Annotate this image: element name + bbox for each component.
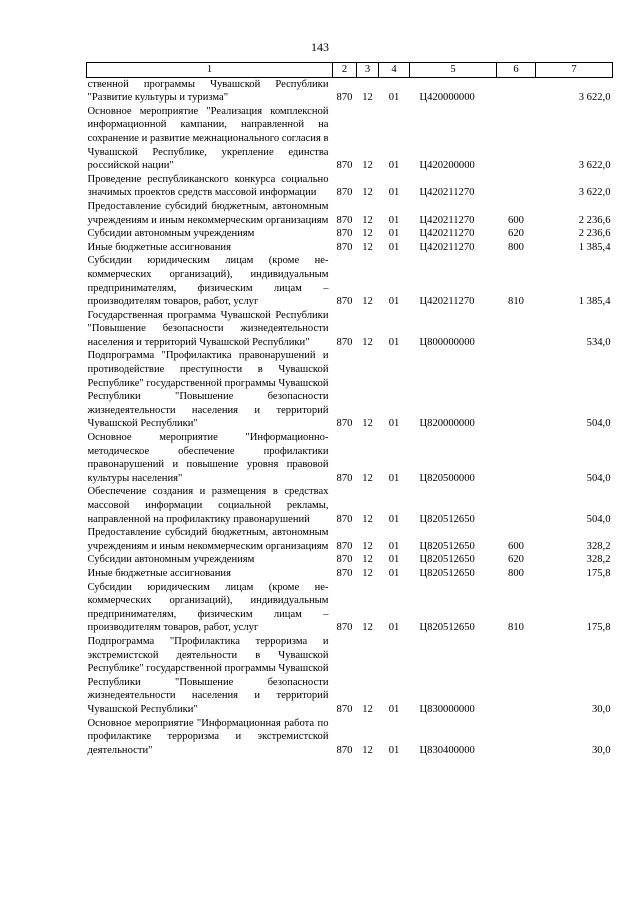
row-code-ministry: 870 <box>336 554 353 566</box>
row-code-ministry: 870 <box>336 228 353 240</box>
row-amount: 3 622,0 <box>578 160 611 172</box>
row-amount: 175,8 <box>586 567 611 579</box>
row-code-section: 12 <box>362 703 373 715</box>
row-amount: 328,2 <box>586 540 611 552</box>
table-row <box>87 105 613 173</box>
row-code-expense: 620 <box>508 554 524 566</box>
row-code-ministry: 870 <box>336 513 353 525</box>
table-body <box>87 77 613 757</box>
row-code-section: 12 <box>362 540 373 552</box>
row-amount: 328,2 <box>586 554 611 566</box>
row-code-ministry: 870 <box>336 336 353 348</box>
row-description: Предоставление субсидий бюджетным, автономным учреждениям и иным некоммерческим организациям <box>87 527 329 552</box>
row-code-section: 12 <box>362 744 373 756</box>
row-code-subsection: 01 <box>388 336 400 348</box>
table-row <box>87 77 613 105</box>
table-row <box>87 485 613 526</box>
row-amount: 3 622,0 <box>578 92 611 104</box>
row-code-target: Ц820512650 <box>419 554 475 566</box>
row-code-target: Ц820512650 <box>419 513 475 525</box>
row-code-ministry: 870 <box>336 540 353 552</box>
budget-table <box>86 62 613 757</box>
page-number: 143 <box>311 40 329 54</box>
header-col-1: 1 <box>87 63 333 78</box>
row-description: Субсидии автономным учреждениям <box>87 228 255 240</box>
row-code-ministry: 870 <box>336 160 353 172</box>
row-code-expense: 800 <box>508 241 524 253</box>
row-amount: 3 622,0 <box>578 187 611 199</box>
row-code-section: 12 <box>362 418 373 430</box>
row-code-expense <box>497 717 536 758</box>
row-code-section: 12 <box>362 336 373 348</box>
table-row <box>87 717 613 758</box>
row-code-subsection: 01 <box>388 296 400 308</box>
row-code-target: Ц820500000 <box>419 472 475 484</box>
row-code-expense <box>497 431 536 485</box>
table-row <box>87 227 613 241</box>
row-description: Основное мероприятие "Реализация комплексной информационной кампании, направленной на сохранение и развитие межнационального согласия в Чувашской Республике, укрепление единства российской нации" <box>87 105 329 172</box>
header-col-7: 7 <box>536 63 613 78</box>
header-col-2: 2 <box>333 63 357 78</box>
row-code-ministry: 870 <box>336 296 353 308</box>
row-code-target: Ц800000000 <box>419 336 475 348</box>
row-code-target: Ц820512650 <box>419 540 475 552</box>
row-amount: 534,0 <box>586 336 611 348</box>
row-code-subsection: 01 <box>388 160 400 172</box>
row-code-target: Ц420200000 <box>419 160 475 172</box>
row-description: Иные бюджетные ассигнования <box>87 241 231 253</box>
row-code-subsection: 01 <box>388 703 400 715</box>
row-description: Проведение республиканского конкурса социально значимых проектов средств массовой информации <box>87 173 329 199</box>
row-description: Государственная программа Чувашской Республики "Повышение безопасности жизнедеятельности населения и территорий Чувашской Республики" <box>87 309 329 348</box>
header-col-6: 6 <box>497 63 536 78</box>
row-amount: 175,8 <box>586 622 611 634</box>
row-amount: 2 236,6 <box>578 228 611 240</box>
row-amount: 30,0 <box>591 703 611 715</box>
row-description: Иные бюджетные ассигнования <box>87 567 231 579</box>
row-code-expense <box>497 485 536 526</box>
row-code-target: Ц820512650 <box>419 622 475 634</box>
table-row <box>87 581 613 635</box>
row-code-subsection: 01 <box>388 567 400 579</box>
row-code-expense <box>497 309 536 350</box>
table-row <box>87 635 613 717</box>
table-header <box>87 63 613 78</box>
row-amount: 1 385,4 <box>578 296 611 308</box>
table-row <box>87 349 613 431</box>
row-code-expense <box>497 173 536 200</box>
row-description: Субсидии юридическим лицам (кроме некоммерческих организаций), индивидуальным предпринимателям, физическим лицам – производителям товаров, работ, услуг <box>87 581 329 634</box>
row-code-section: 12 <box>362 241 373 253</box>
row-description: Предоставление субсидий бюджетным, автономным учреждениям и иным некоммерческим организациям <box>87 200 329 226</box>
row-code-expense <box>497 77 536 105</box>
row-code-subsection: 01 <box>388 241 400 253</box>
row-code-expense: 620 <box>508 228 524 240</box>
table-row <box>87 309 613 350</box>
row-code-subsection: 01 <box>388 540 400 552</box>
row-code-ministry: 870 <box>336 703 353 715</box>
row-code-ministry: 870 <box>336 567 353 579</box>
row-code-ministry: 870 <box>336 418 353 430</box>
row-amount: 504,0 <box>586 513 611 525</box>
row-code-ministry: 870 <box>336 472 353 484</box>
table-row <box>87 241 613 255</box>
row-description: Основное мероприятие "Информационно-методическое обеспечение профилактики правонарушений и повышение уровня правовой культуры населения" <box>87 432 329 484</box>
row-code-subsection: 01 <box>388 228 400 240</box>
row-description: Субсидии автономным учреждениям <box>87 554 255 566</box>
row-amount: 504,0 <box>586 418 611 430</box>
row-amount: 2 236,6 <box>578 214 611 226</box>
header-col-5: 5 <box>410 63 497 78</box>
row-code-expense: 810 <box>508 296 524 308</box>
row-code-expense: 810 <box>508 622 524 634</box>
row-code-target: Ц420211270 <box>419 241 475 253</box>
row-code-target: Ц420211270 <box>419 214 475 226</box>
row-code-ministry: 870 <box>336 214 353 226</box>
row-code-target: Ц420211270 <box>419 228 475 240</box>
row-code-subsection: 01 <box>388 418 400 430</box>
row-code-subsection: 01 <box>388 554 400 566</box>
row-code-section: 12 <box>362 567 373 579</box>
row-code-ministry: 870 <box>336 241 353 253</box>
table-row <box>87 553 613 567</box>
row-code-expense <box>497 105 536 173</box>
row-code-target: Ц420211270 <box>419 296 475 308</box>
row-code-section: 12 <box>362 214 373 226</box>
row-code-target: Ц420000000 <box>419 92 475 104</box>
row-code-subsection: 01 <box>388 214 400 226</box>
row-description: Подпрограмма "Профилактика правонарушений и противодействие преступности в Чувашской Республике" государственной программы Чувашской Республики "Повышение безопасности жизнедеятельности населения и территорий Чувашской Республики" <box>87 350 329 430</box>
row-description: Подпрограмма "Профилактика терроризма и экстремистской деятельности в Чувашской Республике" государственной программы Чувашской Республики "Повышение безопасности жизнедеятельности населения и территорий Чувашской Республики" <box>87 635 329 715</box>
header-col-4: 4 <box>379 63 410 78</box>
row-code-section: 12 <box>362 160 373 172</box>
row-amount: 30,0 <box>591 744 611 756</box>
row-code-expense: 600 <box>508 214 524 226</box>
row-code-subsection: 01 <box>388 622 400 634</box>
header-row <box>87 63 613 78</box>
row-code-ministry: 870 <box>336 622 353 634</box>
table-row <box>87 200 613 227</box>
row-code-subsection: 01 <box>388 744 400 756</box>
row-description: Субсидии юридическим лицам (кроме некоммерческих организаций), индивидуальным предпринимателям, физическим лицам – производителям товаров, работ, услуг <box>87 255 329 308</box>
row-code-ministry: 870 <box>336 92 353 104</box>
table-row <box>87 431 613 485</box>
row-code-expense <box>497 635 536 717</box>
header-col-3: 3 <box>357 63 379 78</box>
row-code-ministry: 870 <box>336 744 353 756</box>
row-code-expense: 600 <box>508 540 524 552</box>
row-code-expense <box>497 349 536 431</box>
row-code-target: Ц820512650 <box>419 567 475 579</box>
table-row <box>87 526 613 553</box>
row-code-ministry: 870 <box>336 187 353 199</box>
row-code-section: 12 <box>362 472 373 484</box>
row-code-section: 12 <box>362 228 373 240</box>
row-code-subsection: 01 <box>388 92 400 104</box>
row-code-subsection: 01 <box>388 187 400 199</box>
row-description: Обеспечение создания и размещения в средствах массовой информации социальной рекламы, направленной на профилактику правонарушений <box>87 486 329 525</box>
row-code-section: 12 <box>362 187 373 199</box>
row-code-section: 12 <box>362 296 373 308</box>
table-row <box>87 254 613 308</box>
row-amount: 504,0 <box>586 472 611 484</box>
row-amount: 1 385,4 <box>578 241 611 253</box>
row-code-expense: 800 <box>508 567 524 579</box>
row-code-subsection: 01 <box>388 472 400 484</box>
row-code-target: Ц830400000 <box>419 744 475 756</box>
table-row <box>87 567 613 581</box>
row-code-target: Ц830000000 <box>419 703 475 715</box>
row-code-section: 12 <box>362 513 373 525</box>
row-code-section: 12 <box>362 554 373 566</box>
row-description: Основное мероприятие "Информационная работа по профилактике терроризма и экстремистской деятельности" <box>87 717 329 756</box>
row-code-target: Ц820000000 <box>419 418 475 430</box>
row-description: ственной программы Чувашской Республики "Развитие культуры и туризма" <box>87 78 329 104</box>
row-code-subsection: 01 <box>388 513 400 525</box>
row-code-section: 12 <box>362 622 373 634</box>
table-row <box>87 173 613 200</box>
row-code-section: 12 <box>362 92 373 104</box>
row-code-target: Ц420211270 <box>419 187 475 199</box>
